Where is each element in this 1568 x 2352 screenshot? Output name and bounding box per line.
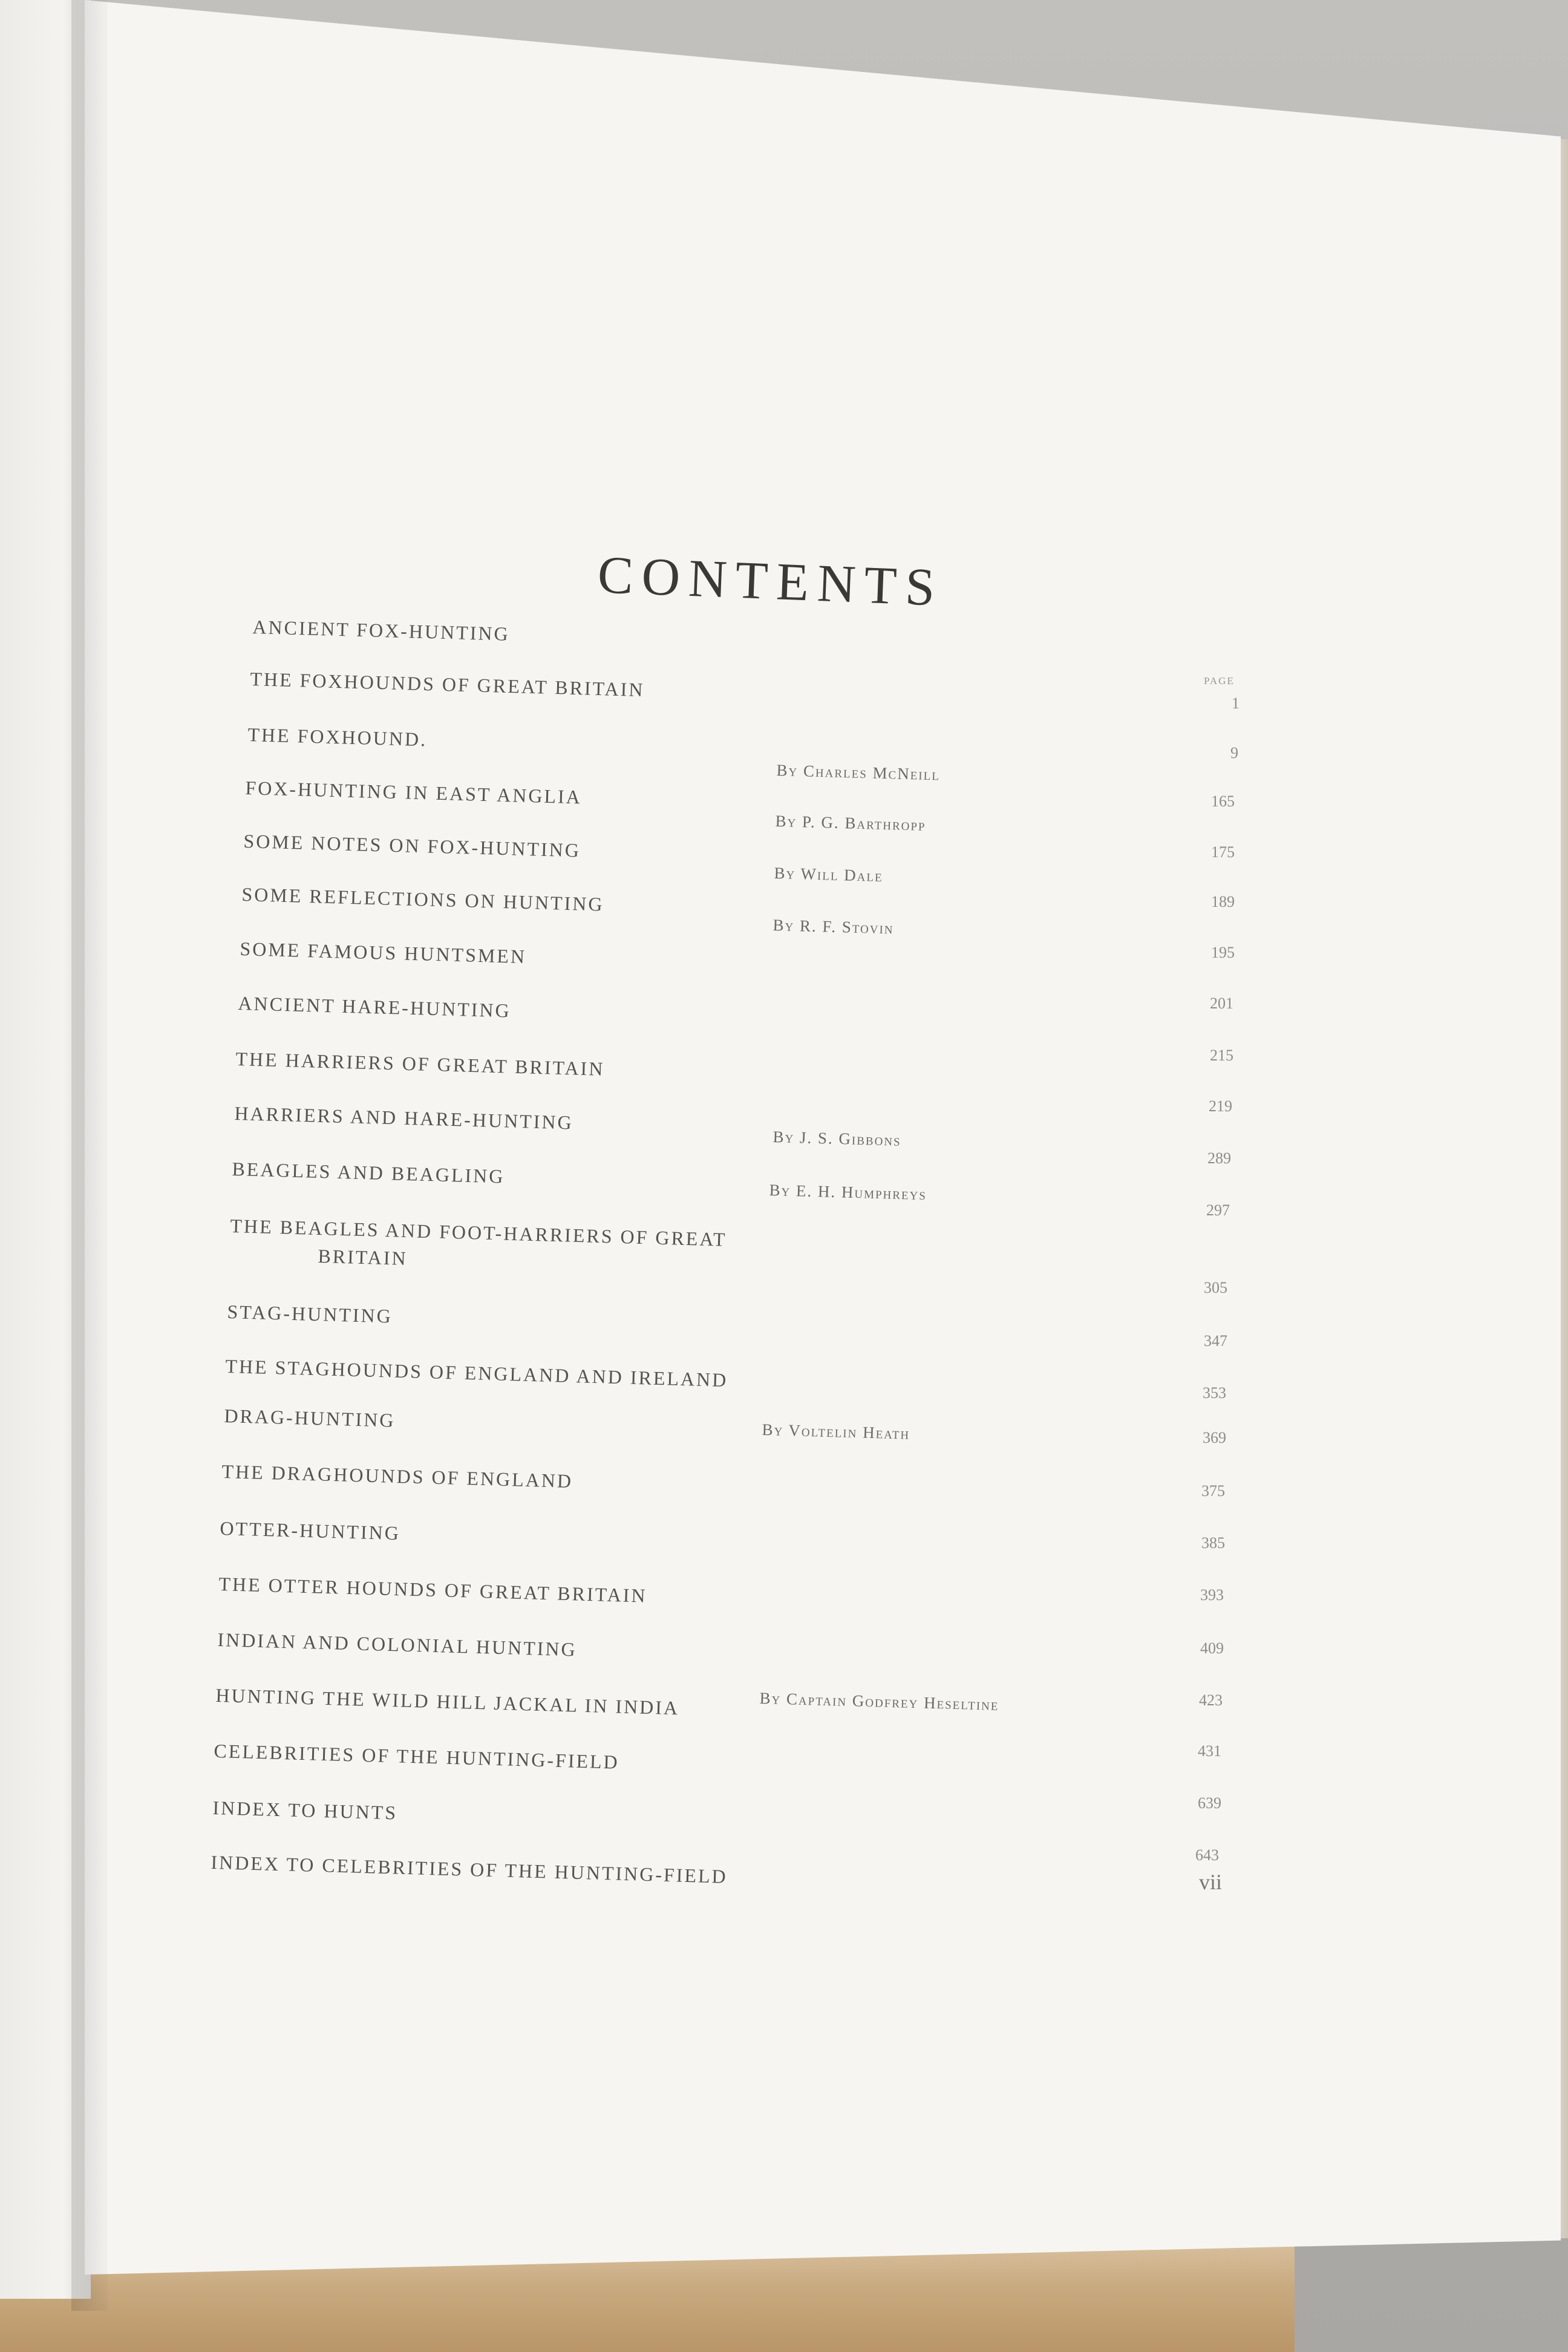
toc-entry-page: 175 <box>1211 843 1235 861</box>
toc-entry-page: 9 <box>1230 744 1238 762</box>
toc-entry-title: THE DRAGHOUNDS OF ENGLAND <box>221 1460 573 1492</box>
toc-entry-page: 409 <box>1200 1639 1224 1657</box>
toc-entry-title: SOME REFLECTIONS ON HUNTING <box>241 883 604 915</box>
toc-entry-page: 347 <box>1204 1332 1227 1350</box>
toc-entry-page: 393 <box>1200 1586 1224 1604</box>
toc-entry-author: By Voltelin Heath <box>762 1420 910 1443</box>
toc-entry-title: SOME NOTES ON FOX-HUNTING <box>243 830 581 861</box>
toc-entry-page: 201 <box>1210 995 1233 1012</box>
toc-entry-page: 189 <box>1211 893 1235 910</box>
toc-entry-title: INDEX TO CELEBRITIES OF THE HUNTING-FIELD <box>210 1851 728 1887</box>
toc-entry-author: By R. F. Stovin <box>773 916 895 938</box>
toc-entry-title: INDEX TO HUNTS <box>212 1797 398 1824</box>
toc-entry-title: STAG-HUNTING <box>226 1301 393 1327</box>
page-folio-number: vii <box>1199 1870 1223 1894</box>
toc-entry-page: 423 <box>1199 1691 1223 1709</box>
toc-entry-author: By P. G. Barthropp <box>775 812 927 834</box>
toc-entry-page: 195 <box>1211 944 1235 961</box>
toc-entry-title: FOX-HUNTING IN EAST ANGLIA <box>244 777 583 808</box>
toc-entry-title: THE FOXHOUND. <box>247 724 428 751</box>
toc-entry-title: OTTER-HUNTING <box>219 1517 401 1544</box>
toc-entry-page: 369 <box>1203 1429 1226 1446</box>
toc-entry-page: 297 <box>1206 1201 1230 1219</box>
toc-entry-title: ANCIENT HARE-HUNTING <box>237 992 512 1022</box>
toc-entry-author: By Captain Godfrey Heseltine <box>759 1689 999 1714</box>
toc-entry-title: THE HARRIERS OF GREAT BRITAIN <box>235 1048 605 1080</box>
toc-entry-page: 639 <box>1198 1794 1221 1812</box>
toc-entry-author: By J. S. Gibbons <box>773 1128 902 1149</box>
toc-entry-title: BEAGLES AND BEAGLING <box>231 1158 505 1187</box>
toc-entry-author: By E. H. Humphreys <box>769 1181 927 1204</box>
toc-entry-page: 643 <box>1195 1846 1219 1864</box>
toc-entry-page: 353 <box>1203 1384 1226 1402</box>
toc-entry-title: ANCIENT FOX-HUNTING <box>252 616 511 645</box>
toc-entry-title: THE FOXHOUNDS OF GREAT BRITAIN <box>249 668 645 701</box>
toc-entry-title: CELEBRITIES OF THE HUNTING-FIELD <box>213 1740 620 1773</box>
toc-entry-author: By Charles McNeill <box>776 761 941 784</box>
page-column-heading: PAGE <box>1204 675 1235 687</box>
toc-entry-title: THE STAGHOUNDS OF ENGLAND AND IRELAND <box>224 1355 728 1391</box>
toc-entry-page: 165 <box>1211 792 1235 810</box>
toc-entry-page: 1 <box>1232 694 1240 712</box>
toc-entry-page: 305 <box>1204 1279 1227 1296</box>
toc-entry-title: HUNTING THE WILD HILL JACKAL IN INDIA <box>215 1684 680 1719</box>
toc-entry-author: By Will Dale <box>774 864 884 886</box>
toc-entry-title: SOME FAMOUS HUNTSMEN <box>239 938 527 968</box>
toc-entry-page: 215 <box>1210 1047 1233 1064</box>
toc-entry-title: THE BEAGLES AND FOOT-HARRIERS OF GREAT <box>229 1215 727 1250</box>
toc-entry-title: HARRIERS AND HARE-HUNTING <box>234 1102 574 1134</box>
toc-entry-page: 219 <box>1209 1097 1232 1115</box>
toc-entry-page: 289 <box>1207 1149 1231 1167</box>
toc-entry-page: 431 <box>1198 1742 1221 1760</box>
toc-entry-page: 385 <box>1201 1534 1225 1552</box>
toc-entry-title: DRAG-HUNTING <box>223 1405 396 1431</box>
toc-entry-title-continued: BRITAIN <box>317 1245 408 1270</box>
toc-entry-title: INDIAN AND COLONIAL HUNTING <box>217 1628 578 1661</box>
contents-heading: CONTENTS <box>596 545 945 618</box>
toc-entry-page: 375 <box>1201 1482 1225 1500</box>
toc-entry-title: THE OTTER HOUNDS OF GREAT BRITAIN <box>218 1573 648 1607</box>
